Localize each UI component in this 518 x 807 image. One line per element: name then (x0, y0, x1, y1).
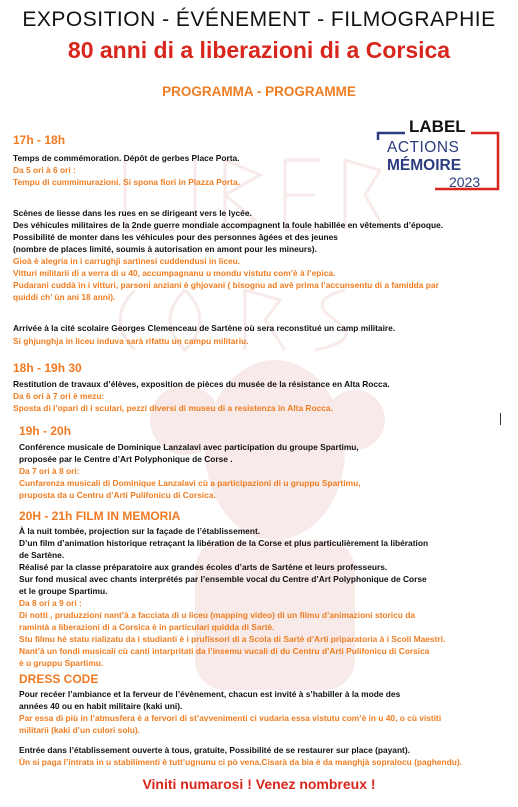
s4-fr: Restitution de travaux d’élèves, exposition de pièces du musée de la résistance en Alta Rocca. (13, 379, 390, 389)
s7-co-3: Ùn si paga l’intrata in u stabilimenti è tutt’ugnunu ci pò vena.Cisarà da bia è da manghjà sopralocu (paghendu). (19, 757, 463, 767)
dress-code-heading: DRESS CODE (19, 672, 99, 686)
s6-co-time: Da 8 ori a 9 ori : (19, 598, 82, 608)
s7-fr-1: Pour recéer l’ambiance et la ferveur de l’évènement, chacun est invité à s’habiller à la mode des (19, 689, 401, 699)
s5-fr-2: proposée par le Centre d’Art Polyphonique de Corse . (19, 454, 233, 464)
s6-co-2: Di notti , pruduzzioni nant’à a facciata di u liceu (mapping video) di un filmu d’animazioni storicu da (19, 610, 415, 620)
s6-co-6: è u gruppu Spartimu. (19, 658, 104, 668)
s1-co-time: Da 5 ori à 6 ori : (13, 165, 76, 175)
s6-fr-2: D’un film d’animation historique retraçant la libération de la Corse et plus particulièrement la libération (19, 538, 429, 548)
s6-fr-6: et le groupe Spartimu. (19, 586, 108, 596)
s6-co-5: Nant’à un fondi musicali cù canti intarpritati da l’insemu vucali di du Centru d’Arti Pulifonicu di Corsica (19, 646, 430, 656)
s2-fr-3: Possibilité de monter dans les véhicules pour des personnes âgées et des jeunes (13, 232, 338, 242)
s7-fr-3: Entrée dans l’établissement ouverte à tous, gratuite, Possibilité de se restaurer sur place (payant). (19, 745, 410, 755)
vertical-tick (500, 413, 501, 425)
s2-co-3: Pudarani cuddà in i vitturi, parsoni anziani è ghjovani ( bisognu ad avè prima l’accunsentu di a famidda par (13, 280, 439, 290)
s6-co-4: Stu filmu hè statu rializatu da i studianti è i prufissori di a Scola di Sartè d’Arti priparatoria à i Scoli Maestri. (19, 634, 446, 644)
s2-co-4: quiddi ch’ ùn ani 18 anni). (13, 292, 116, 302)
section-time-20h: 20H - 21h FILM IN MEMORIA (19, 509, 181, 523)
s4-co: Sposta di l’opari di i sculari, pezzi diversi di museu di a resistenza in Alta Rocca. (13, 403, 333, 413)
s4-co-time: Da 6 ori à 7 ori è mezu: (13, 391, 105, 401)
section-time-17h: 17h - 18h (13, 133, 66, 147)
s3-co: Si ghjunghja in liceu induva sarà rifattu un campu militariu. (13, 336, 249, 346)
s1-co: Tempu di cummimurazioni. Si spona fiori in Piazza Porta. (13, 177, 240, 187)
s7-co-1: Par essa di più in l’atmusfera è a fervori di st’avvenimenti ci vudaria essa vistutu com’è in u 40, o cù vistiti (19, 713, 442, 723)
s5-co-2: Cunfarenza musicali di Dominique Lanzalavi cù a participazioni di u gruppu Spartimu, (19, 478, 361, 488)
s2-fr-1: Scènes de liesse dans les rues en se dirigeant vers le lycée. (13, 208, 252, 218)
s2-fr-4: (nombre de places limité, soumis à autorisation en amont pour les mineurs). (13, 244, 317, 254)
section-time-18h: 18h - 19h 30 (13, 361, 82, 375)
s6-fr-4: Réalisé par la classe préparatoire aux grandes écoles d’arts de Sartène et leurs professeurs. (19, 562, 388, 572)
logo-year: 2023 (449, 174, 481, 190)
header-title: EXPOSITION - ÉVÉNEMENT - FILMOGRAPHIE (22, 8, 496, 31)
header-subtitle: 80 anni di a liberazioni di a Corsica (67, 37, 451, 63)
s6-fr-3: de Sartène. (19, 550, 65, 560)
s5-co-3: pruposta da u Centru d’Arti Pulifonicu di Corsica. (19, 490, 216, 500)
logo-actions: ACTIONS (387, 139, 460, 156)
s3-fr: Arrivée à la cité scolaire Georges Clemenceau de Sartène où sera reconstitué un camp militaire. (13, 323, 396, 333)
label-word: LABEL (409, 117, 466, 136)
s6-co-3: ramintà a liberazioni di a Corsica è in particulari quidda di Sartè. (19, 622, 275, 632)
programme-heading: PROGRAMMA - PROGRAMME (162, 84, 356, 99)
logo-memoire: MÉMOIRE (387, 157, 462, 174)
s5-fr-1: Conférence musicale de Dominique Lanzalavi avec participation du groupe Spartimu, (19, 442, 359, 452)
s7-co-2: militarii (kaki d’un culori solu). (19, 725, 140, 735)
s2-fr-2: Des véhicules militaires de la 2nde guerre mondiale accompagnent la foule habillée en vêtements d’époque. (13, 220, 444, 230)
s6-fr-5: Sur fond musical avec chants interprétés par l’ensemble vocal du Centre d’Art Polyphonique de Corse (19, 574, 427, 584)
s6-fr-1: À la nuit tombée, projection sur la façade de l’établissement. (19, 526, 261, 536)
s2-co-2: Vitturi militarii di a verra di u 40, accumpagnanu u mondu vistutu com’è à l’epica. (13, 268, 336, 278)
s7-fr-2: années 40 ou en habit militaire (kaki uni). (19, 701, 183, 711)
s1-fr: Temps de commémoration. Dépôt de gerbes Place Porta. (13, 153, 240, 163)
section-time-19h: 19h - 20h (19, 424, 72, 438)
s2-co-1: Gioà è alegria in i carrughji sartinesi cuddendusi in liceu. (13, 256, 241, 266)
s5-co-time: Da 7 ori à 8 ori: (19, 466, 80, 476)
footer-slogan: Viniti numarosi ! Venez nombreux ! (142, 776, 376, 792)
label-actions-memoire-logo (375, 117, 503, 195)
